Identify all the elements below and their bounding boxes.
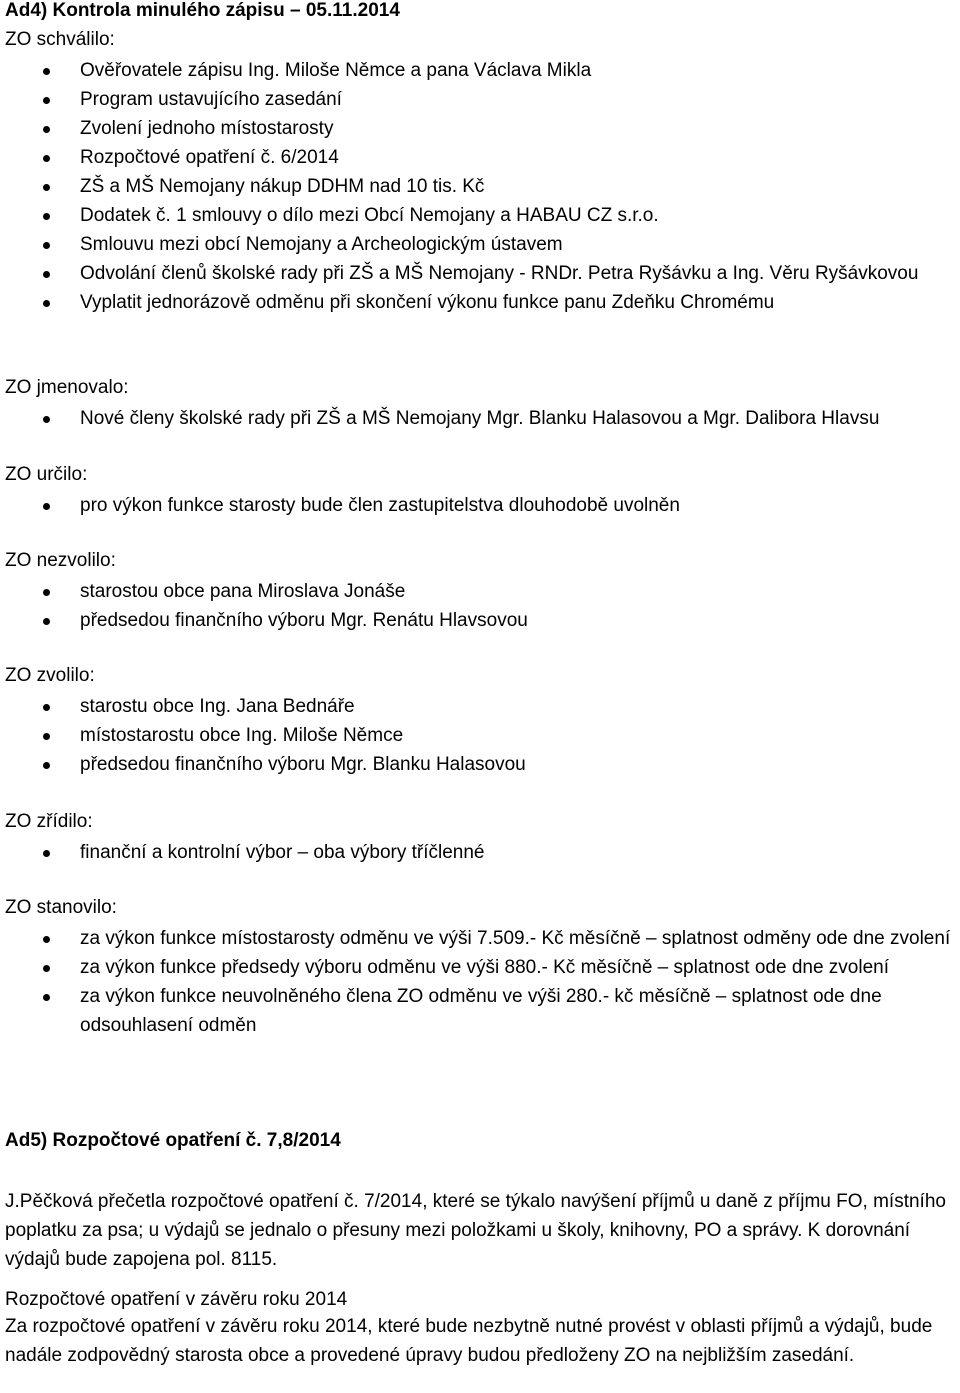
list-item: Odvolání členů školské rady při ZŠ a MŠ Nemojany - RNDr. Petra Ryšávku a Ing. Věru Ryšávkovou bbox=[5, 259, 960, 288]
list-item: místostarostu obce Ing. Miloše Němce bbox=[5, 721, 960, 750]
bullet-icon bbox=[43, 213, 50, 220]
bullet-icon bbox=[43, 936, 50, 943]
list-item: Rozpočtové opatření č. 6/2014 bbox=[5, 143, 960, 172]
list-item: Vyplatit jednorázově odměnu při skončení výkonu funkce panu Zdeňku Chromému bbox=[5, 288, 960, 317]
bullet-icon bbox=[43, 416, 50, 423]
bullet-icon bbox=[43, 618, 50, 625]
list-item: ZŠ a MŠ Nemojany nákup DDHM nad 10 tis. Kč bbox=[5, 172, 960, 201]
ad5-subheading: Rozpočtové opatření v závěru roku 2014 bbox=[5, 1289, 348, 1310]
ad5-paragraph-2: Za rozpočtové opatření v závěru roku 2014, které bude nezbytně nutné provést v oblasti příjmů a výdajů, bude nadále zodpovědný starosta obce a provedené úpravy budou předloženy ZO na nejbližším zasedání. bbox=[5, 1316, 933, 1366]
schvalilo-list bbox=[5, 56, 960, 317]
list-item: předsedou finančního výboru Mgr. Renátu Hlavsovou bbox=[5, 606, 960, 635]
list-item: za výkon funkce neuvolněného člena ZO odměnu ve výši 280.- kč měsíčně – splatnost ode dne odsouhlasení odměn bbox=[5, 982, 960, 1040]
bullet-icon bbox=[43, 97, 50, 104]
list-item: Dodatek č. 1 smlouvy o dílo mezi Obcí Nemojany a HABAU CZ s.r.o. bbox=[5, 201, 960, 230]
jmenovalo-label: ZO jmenovalo: bbox=[5, 377, 129, 398]
ad4-heading: Ad4) Kontrola minulého zápisu – 05.11.2014 bbox=[5, 0, 400, 21]
bullet-icon bbox=[43, 994, 50, 1001]
list-item: Smlouvu mezi obcí Nemojany a Archeologickým ústavem bbox=[5, 230, 960, 259]
bullet-icon bbox=[43, 762, 50, 769]
bullet-icon bbox=[43, 503, 50, 510]
jmenovalo-list bbox=[5, 404, 960, 433]
bullet-icon bbox=[43, 850, 50, 857]
list-item: předsedou finančního výboru Mgr. Blanku Halasovou bbox=[5, 750, 960, 779]
zridilo-label: ZO zřídilo: bbox=[5, 811, 93, 832]
list-item: Zvolení jednoho místostarosty bbox=[5, 114, 960, 143]
list-item: za výkon funkce předsedy výboru odměnu ve výši 880.- Kč měsíčně – splatnost ode dne zvolení bbox=[5, 953, 960, 982]
stanovilo-list bbox=[5, 924, 960, 1040]
bullet-icon bbox=[43, 300, 50, 307]
bullet-icon bbox=[43, 733, 50, 740]
list-item: Program ustavujícího zasedání bbox=[5, 85, 960, 114]
bullet-icon bbox=[43, 68, 50, 75]
zridilo-list bbox=[5, 838, 960, 867]
list-item: pro výkon funkce starosty bude člen zastupitelstva dlouhodobě uvolněn bbox=[5, 491, 960, 520]
ad5-heading: Ad5) Rozpočtové opatření č. 7,8/2014 bbox=[5, 1130, 341, 1151]
bullet-icon bbox=[43, 126, 50, 133]
stanovilo-label: ZO stanovilo: bbox=[5, 897, 117, 918]
list-item: finanční a kontrolní výbor – oba výbory tříčlenné bbox=[5, 838, 960, 867]
bullet-icon bbox=[43, 965, 50, 972]
bullet-icon bbox=[43, 589, 50, 596]
nezvolilo-list bbox=[5, 577, 960, 635]
zvolilo-list bbox=[5, 692, 960, 779]
bullet-icon bbox=[43, 271, 50, 278]
schvalilo-label: ZO schválilo: bbox=[5, 29, 115, 50]
list-item: starostou obce pana Miroslava Jonáše bbox=[5, 577, 960, 606]
urcilo-list bbox=[5, 491, 960, 520]
list-item: starostu obce Ing. Jana Bednáře bbox=[5, 692, 960, 721]
bullet-icon bbox=[43, 242, 50, 249]
bullet-icon bbox=[43, 155, 50, 162]
nezvolilo-label: ZO nezvolilo: bbox=[5, 550, 116, 571]
bullet-icon bbox=[43, 184, 50, 191]
list-item: Nové členy školské rady při ZŠ a MŠ Nemojany Mgr. Blanku Halasovou a Mgr. Dalibora Hlavsu bbox=[5, 404, 960, 433]
urcilo-label: ZO určilo: bbox=[5, 464, 88, 485]
list-item: Ověřovatele zápisu Ing. Miloše Němce a pana Václava Mikla bbox=[5, 56, 960, 85]
zvolilo-label: ZO zvolilo: bbox=[5, 665, 95, 686]
ad5-paragraph-1: J.Pěčková přečetla rozpočtové opatření č. 7/2014, které se týkalo navýšení příjmů u daně z příjmu FO, místního poplatku za psa; u výdajů se jednalo o přesuny mezi položkami u školy, knihovny, PO a správy. K dorovnání výdajů bude zapojena pol. 8115. bbox=[5, 1191, 946, 1270]
list-item: za výkon funkce místostarosty odměnu ve výši 7.509.- Kč měsíčně – splatnost odměny ode dne zvolení bbox=[5, 924, 960, 953]
bullet-icon bbox=[43, 704, 50, 711]
